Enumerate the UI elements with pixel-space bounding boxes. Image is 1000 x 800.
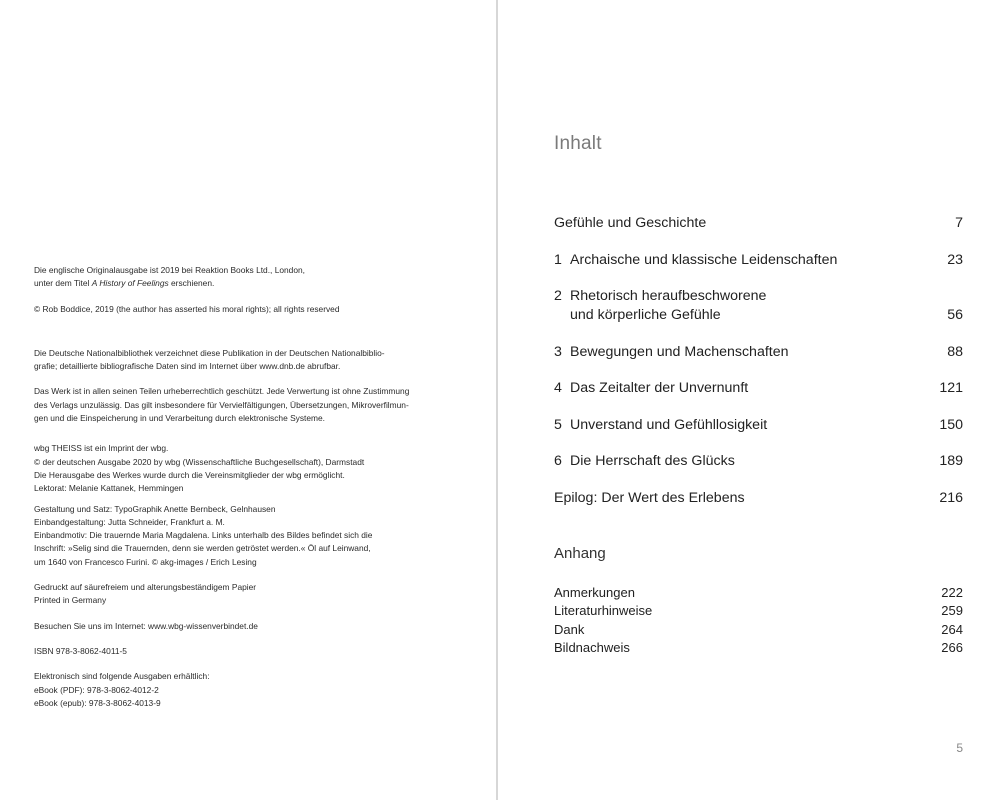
chapter-number: 6 xyxy=(554,453,562,469)
toc-entry xyxy=(554,343,963,362)
appendix-entry xyxy=(554,639,963,657)
imprint-line: eBook (epub): 978-3-8062-4013-9 xyxy=(34,697,161,708)
imprint-line: unter dem Titel A History of Feelings erschienen. xyxy=(34,278,215,289)
toc-entry-title: Unverstand und Gefühllosigkeit xyxy=(570,416,768,433)
chapter-number: 3 xyxy=(554,343,562,360)
rights-note xyxy=(34,385,474,425)
page-number: 5 xyxy=(956,741,963,755)
appendix-entry-page: 264 xyxy=(941,621,963,637)
imprint-line: Besuchen Sie uns im Internet: www.wbg-wissenverbindet.de xyxy=(34,620,258,631)
toc-entry xyxy=(554,416,963,435)
appendix-entry xyxy=(554,602,963,620)
imprint-line: Einbandmotiv: Die trauernde Maria Magdalena. Links unterhalb des Bildes befindet sich die xyxy=(34,530,373,541)
toc-entry xyxy=(554,251,963,270)
imprint-line: des Verlags unzulässig. Das gilt insbesondere für Vervielfältigungen, Übersetzungen, Mikroverfilmun- xyxy=(34,399,409,410)
toc-entry-page: 121 xyxy=(939,380,963,396)
toc-entry xyxy=(554,452,963,471)
chapter-number: 1 xyxy=(554,251,562,268)
imprint-line: eBook (PDF): 978-3-8062-4012-2 xyxy=(34,684,159,695)
appendix-entry-title: Literaturhinweise xyxy=(554,603,653,619)
imprint-line: © Rob Boddice, 2019 (the author has asserted his moral rights); all rights reserved xyxy=(34,303,340,314)
appendix-entry-page: 222 xyxy=(941,585,963,600)
imprint-line: Lektorat: Melanie Kattanek, Hemmingen xyxy=(34,483,184,494)
design-note xyxy=(34,503,474,569)
chapter-number: 2 xyxy=(554,288,562,304)
imprint-line: Die englische Originalausgabe ist 2019 bei Reaktion Books Ltd., London, xyxy=(34,265,305,275)
toc-entry-page: 88 xyxy=(947,343,963,360)
toc-entry-page: 56 xyxy=(947,307,963,323)
isbn-note xyxy=(34,645,474,658)
imprint-line: Elektronisch sind folgende Ausgaben erhältlich: xyxy=(34,671,210,682)
imprint-line: Gedruckt auf säurefreiem und alterungsbeständigem Papier xyxy=(34,582,257,593)
appendix-entry xyxy=(554,584,963,602)
imprint-line: Die Herausgabe des Werkes wurde durch die Vereinsmitglieder der wbg ermöglicht. xyxy=(34,469,345,480)
appendix-entry-title: Anmerkungen xyxy=(554,585,635,600)
toc-entry-title: Archaische und klassische Leidenschaften xyxy=(570,251,838,268)
toc-entry-page: 189 xyxy=(939,453,963,469)
imprint-line: grafie; detaillierte bibliografische Daten sind im Internet über www.dnb.de abrufbar. xyxy=(34,361,341,372)
original-title: A History of Feelings xyxy=(91,278,169,289)
appendix-entry xyxy=(554,621,963,639)
imprint-line: ISBN 978-3-8062-4011-5 xyxy=(34,645,127,656)
toc-entry-title: Rhetorisch heraufbeschworene und körperliche Gefühle xyxy=(570,288,767,323)
imprint-line: Gestaltung und Satz: TypoGraphik Anette Bernbeck, Gelnhausen xyxy=(34,503,276,514)
appendix-list xyxy=(554,584,963,657)
toc-entry-title: Das Zeitalter der Unvernunft xyxy=(570,380,749,396)
appendix-entry-page: 266 xyxy=(941,639,963,655)
publisher-note xyxy=(34,442,474,495)
imprint-line: © der deutschen Ausgabe 2020 by wbg (Wissenschaftliche Buchgesellschaft), Darmstadt xyxy=(34,456,365,467)
toc-title: Inhalt xyxy=(554,133,602,154)
copyright-note xyxy=(34,303,474,316)
toc-entry xyxy=(554,287,963,325)
printing-note xyxy=(34,581,474,608)
toc-entry-page: 23 xyxy=(947,251,963,268)
toc-entry-page: 7 xyxy=(955,215,963,231)
dnb-note xyxy=(34,347,474,374)
ebook-note xyxy=(34,670,474,710)
left-page xyxy=(0,0,496,800)
imprint-line: Inschrift: »Selig sind die Trauernden, denn sie werden getröstet werden.« Öl auf Leinwand, xyxy=(34,543,371,554)
original-edition-note xyxy=(34,264,474,291)
toc-entry-title: Die Herrschaft des Glücks xyxy=(570,453,735,469)
toc-entry-title: Bewegungen und Machenschaften xyxy=(570,343,789,360)
book-spine xyxy=(496,0,498,800)
toc-entry xyxy=(554,214,963,233)
appendix-heading: Anhang xyxy=(554,545,606,562)
imprint-line: um 1640 von Francesco Furini. © akg-images / Erich Lesing xyxy=(34,556,257,567)
toc-entry xyxy=(554,379,963,398)
imprint-line: Printed in Germany xyxy=(34,595,107,606)
imprint-line: Einbandgestaltung: Jutta Schneider, Frankfurt a. M. xyxy=(34,516,225,527)
toc-entry-page: 216 xyxy=(939,489,963,506)
appendix-entry-page: 259 xyxy=(941,603,963,619)
toc-entry-title: Epilog: Der Wert des Erlebens xyxy=(554,489,745,506)
chapter-number: 5 xyxy=(554,416,562,433)
right-page xyxy=(499,0,1000,800)
imprint-block xyxy=(34,264,474,722)
chapter-number: 4 xyxy=(554,380,562,396)
appendix-entry-title: Bildnachweis xyxy=(554,639,630,655)
toc-entry-title: Gefühle und Geschichte xyxy=(554,215,707,231)
imprint-line: Das Werk ist in allen seinen Teilen urheberrechtlich geschützt. Jede Verwertung ist ohne Zustimmung xyxy=(34,386,410,397)
imprint-line: Die Deutsche Nationalbibliothek verzeichnet diese Publikation in der Deutschen Nationalbiblio- xyxy=(34,347,385,358)
toc-entry-page: 150 xyxy=(939,416,963,433)
imprint-line: wbg THEISS ist ein Imprint der wbg. xyxy=(34,443,169,454)
toc-entry xyxy=(554,489,963,508)
toc-list xyxy=(554,214,963,525)
appendix-entry-title: Dank xyxy=(554,621,585,637)
imprint-line: gen und die Einspeicherung in und Verarbeitung durch elektronische Systeme. xyxy=(34,413,325,424)
website-note xyxy=(34,620,474,633)
